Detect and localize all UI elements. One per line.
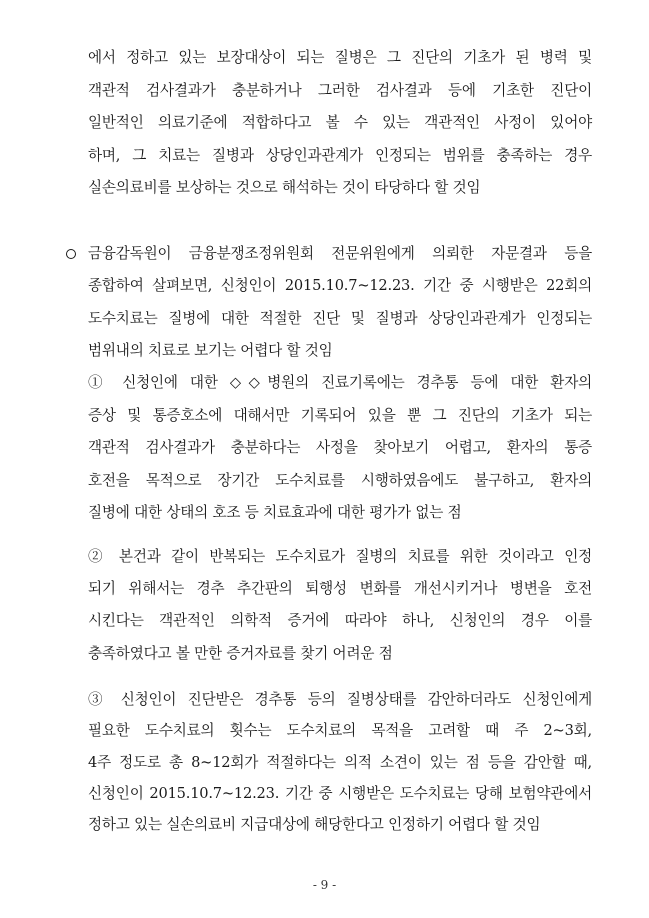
text-line: ③ 신청인이 진단받은 경추통 등의 질병상태를 감안하더라도 신청인에게 xyxy=(88,691,592,708)
text-line: 충족하였다고 볼 만한 증거자료를 찾기 어려운 점 xyxy=(88,645,393,662)
text-line: 필요한 도수치료의 횟수는 도수치료의 목적을 고려할 때 주 2~3회, xyxy=(88,722,592,739)
text-line: 하며, 그 치료는 질병과 상당인과관계가 인정되는 범위를 충족하는 경우 xyxy=(88,147,592,164)
text-line: ② 본건과 같이 반복되는 도수치료가 질병의 치료를 위한 것이라고 인정 xyxy=(88,548,592,565)
text-line: 일반적인 의료기준에 적합하다고 볼 수 있는 객관적인 사정이 있어야 xyxy=(88,114,592,131)
text-line: 에서 정하고 있는 보장대상이 되는 질병은 그 진단의 기초가 된 병력 및 xyxy=(88,49,592,66)
text-line: 범위내의 치료로 보기는 어렵다 할 것임 xyxy=(88,342,333,359)
text-line: 도수치료는 질병에 대한 적절한 진단 및 질병과 상당인과관계가 인정되는 xyxy=(88,310,592,327)
text-line: 증상 및 통증호소에 대해서만 기록되어 있을 뿐 그 진단의 기초가 되는 xyxy=(88,407,592,424)
text-line: 4주 정도로 총 8~12회가 적절하다는 의적 소견이 있는 점 등을 감안할 때, xyxy=(88,754,592,771)
text-line: 실손의료비를 보상하는 것으로 해석하는 것이 타당하다 할 것임 xyxy=(88,179,481,196)
text-line: 정하고 있는 실손의료비 지급대상에 해당한다고 인정하기 어렵다 할 것임 xyxy=(88,816,541,833)
text-line: 되기 위해서는 경추 추간판의 퇴행성 변화를 개선시키거나 병변을 호전 xyxy=(88,580,592,597)
text-line: 시킨다는 객관적인 의학적 증거에 따라야 하나, 신청인의 경우 이를 xyxy=(88,612,592,629)
circle-bullet-icon xyxy=(66,249,76,259)
text-line: 종합하여 살펴보면, 신청인이 2015.10.7~12.23. 기간 중 시행받은 22회의 xyxy=(88,277,592,294)
text-line: 신청인이 2015.10.7~12.23. 기간 중 시행받은 도수치료는 당해 보험약관에서 xyxy=(88,785,592,802)
text-line: 질병에 대한 상태의 호조 등 치료효과에 대한 평가가 없는 점 xyxy=(88,504,462,521)
text-line: 객관적 검사결과가 충분하거나 그러한 검사결과 등에 기초한 진단이 xyxy=(88,82,592,99)
text-line: 금융감독원이 금융분쟁조정위원회 전문위원에게 의뢰한 자문결과 등을 xyxy=(88,245,592,262)
text-line: 호전을 목적으로 장기간 도수치료를 시행하였음에도 불구하고, 환자의 xyxy=(88,472,592,489)
text-line: 객관적 검사결과가 충분하다는 사정을 찾아보기 어렵고, 환자의 통증 xyxy=(88,439,592,456)
page-number: - 9 - xyxy=(312,878,337,892)
text-line: ① 신청인에 대한 ◇◇병원의 진료기록에는 경추통 등에 대한 환자의 xyxy=(88,374,592,391)
